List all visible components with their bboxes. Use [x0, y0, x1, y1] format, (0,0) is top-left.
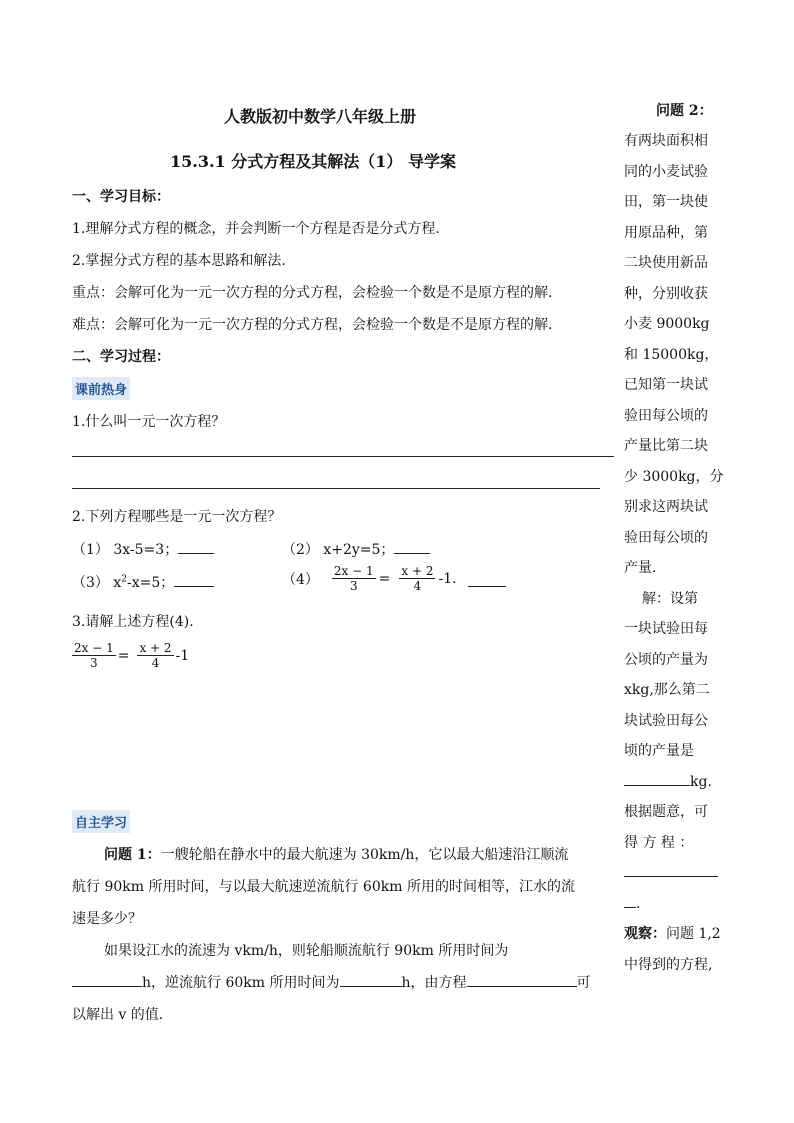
- equation-3: [72, 572, 214, 592]
- side-line: 种，分别收获: [624, 285, 708, 302]
- goal-1: 1.理解分式方程的概念，并会判断一个方程是否是分式方程.: [72, 221, 440, 237]
- side-observe-label: 观察：: [624, 926, 666, 942]
- side-line: 产量.: [624, 560, 657, 576]
- problem-1-line-5-c: 可: [576, 975, 591, 991]
- side-line: 得 方 程 ：: [624, 834, 694, 851]
- answer-blank[interactable]: [174, 586, 214, 587]
- side-line: 产量比第二块: [624, 438, 708, 454]
- problem-1-line-5-b: h，由方程: [401, 975, 467, 991]
- answer-blank[interactable]: [467, 986, 577, 987]
- side-line: 有两块面积相: [624, 133, 708, 149]
- side-line: 别求这两块试: [624, 499, 708, 515]
- problem-1-line-4: 如果设江水的流速为 vkm/h，则轮船顺流航行 90km 所用时间为: [104, 943, 509, 959]
- solve-post: -1: [175, 647, 190, 664]
- side-line: [624, 889, 734, 920]
- solve-fraction-right: [137, 641, 173, 670]
- equation-4-pre: （4）: [282, 571, 319, 588]
- problem-1-line-1: [104, 844, 568, 864]
- doc-title: 人教版初中数学八年级上册: [224, 107, 417, 126]
- side-line: 块试验田每公: [624, 712, 708, 729]
- side-kg: kg.: [690, 773, 712, 790]
- key-point: 重点：会解可化为一元一次方程的分式方程，会检验一个数是不是原方程的解.: [72, 285, 553, 301]
- equation-1: [72, 539, 214, 559]
- equation-4-fraction-right: [399, 564, 435, 593]
- problem-1-line-3: 速是多少？: [72, 911, 142, 927]
- problem-1-line-6: 以解出 v 的值.: [72, 1007, 164, 1023]
- warmup-heading: 课前热身: [72, 377, 130, 400]
- side-line: [624, 767, 734, 798]
- equation-4-post: -1.: [438, 570, 462, 587]
- side-line: 少 3000kg，分: [624, 468, 724, 485]
- side-line: 验田每公顷的: [624, 529, 708, 546]
- side-line: 用原品种，第: [624, 224, 708, 241]
- side-line: 田，第一块使: [624, 194, 708, 210]
- side-line: [624, 919, 734, 950]
- side-line: 解：设第: [642, 590, 698, 607]
- difficult-point: 难点：会解可化为一元一次方程的分式方程，会检验一个数是不是原方程的解.: [72, 317, 553, 333]
- answer-blank[interactable]: [624, 785, 690, 786]
- answer-line: [72, 488, 600, 489]
- fraction-denominator: 3: [90, 656, 98, 670]
- equals-sign: =: [378, 570, 391, 587]
- question-3: 3.请解上述方程(4).: [72, 614, 194, 630]
- fraction-denominator: 4: [413, 579, 422, 593]
- solve-fraction-left: [72, 641, 116, 670]
- side-line: 已知第一块试: [624, 377, 708, 393]
- equation-4-fraction-left: [332, 564, 376, 593]
- side-line: 中得到的方程,: [624, 956, 713, 973]
- side-line: [624, 858, 734, 889]
- section-goals-heading: 一、学习目标：: [72, 189, 170, 205]
- side-dot: .: [636, 895, 641, 912]
- answer-blank[interactable]: [394, 553, 430, 554]
- side-line: 验田每公顷的: [624, 407, 708, 424]
- side-line: 小麦 9000kg: [624, 316, 710, 332]
- side-line: xkg,那么第二: [624, 682, 710, 698]
- problem-1-text: 一艘轮船在静水中的最大航速为 30km/h，它以最大船速沿江顺流: [160, 847, 569, 863]
- problem-1-line-2: 航行 90km 所用时间，与以最大航速逆流航行 60km 所用的时间相等，江水的流: [72, 879, 575, 895]
- problem-1-line-5-a: h，逆流航行 60km 所用时间为: [142, 975, 340, 991]
- side-line: 公顷的产量为: [624, 651, 708, 668]
- side-observe-text: 问题 1,2: [666, 926, 721, 942]
- fraction-numerator: x + 2: [401, 564, 434, 578]
- answer-blank[interactable]: [624, 876, 718, 877]
- goal-2: 2.掌握分式方程的基本思路和解法.: [72, 253, 286, 269]
- fraction-denominator: 4: [151, 656, 160, 670]
- question-2: 2.下列方程哪些是一元一次方程？: [72, 509, 282, 525]
- side-problem-2-heading: 问题 2：: [656, 103, 713, 119]
- answer-blank[interactable]: [468, 570, 506, 587]
- equation-2: [282, 539, 430, 559]
- solve-equation: [72, 641, 189, 670]
- fraction-denominator: 3: [349, 579, 358, 593]
- side-problem-2-text: [624, 126, 734, 980]
- equation-3-exponent: 2: [121, 574, 127, 585]
- side-line: 一块试验田每: [624, 621, 708, 637]
- side-line: 二块使用新品: [624, 255, 708, 271]
- side-line: 顷的产量是: [624, 743, 694, 759]
- fraction-numerator: 2x − 1: [74, 641, 114, 655]
- side-line: 和 15000kg，: [624, 346, 719, 363]
- side-line: 同的小麦试验: [624, 163, 708, 180]
- equation-2-text: （2） x+2y=5；: [282, 542, 395, 558]
- fraction-numerator: x + 2: [139, 641, 172, 655]
- problem-1-label: 问题 1：: [104, 847, 161, 863]
- equation-4: [282, 564, 506, 593]
- answer-blank[interactable]: [624, 907, 636, 908]
- equation-1-text: （1） 3x-5=3；: [72, 542, 179, 558]
- fraction-numerator: 2x − 1: [333, 564, 374, 578]
- answer-line: [72, 456, 614, 457]
- side-line: 根据题意，可: [624, 804, 708, 820]
- section-process-heading: 二、学习过程：: [72, 349, 170, 365]
- doc-subtitle: 15.3.1 分式方程及其解法（1） 导学案: [170, 152, 456, 171]
- self-study-heading: 自主学习: [72, 810, 130, 833]
- answer-blank[interactable]: [340, 986, 402, 987]
- equation-3-pre: （3） x: [72, 575, 122, 591]
- problem-1-line-5: [72, 972, 591, 992]
- answer-blank[interactable]: [178, 553, 214, 554]
- answer-blank[interactable]: [72, 986, 142, 987]
- equation-3-post: -x=5；: [127, 575, 175, 591]
- question-1: 1.什么叫一元一次方程？: [72, 414, 226, 430]
- equals-sign: =: [117, 647, 130, 664]
